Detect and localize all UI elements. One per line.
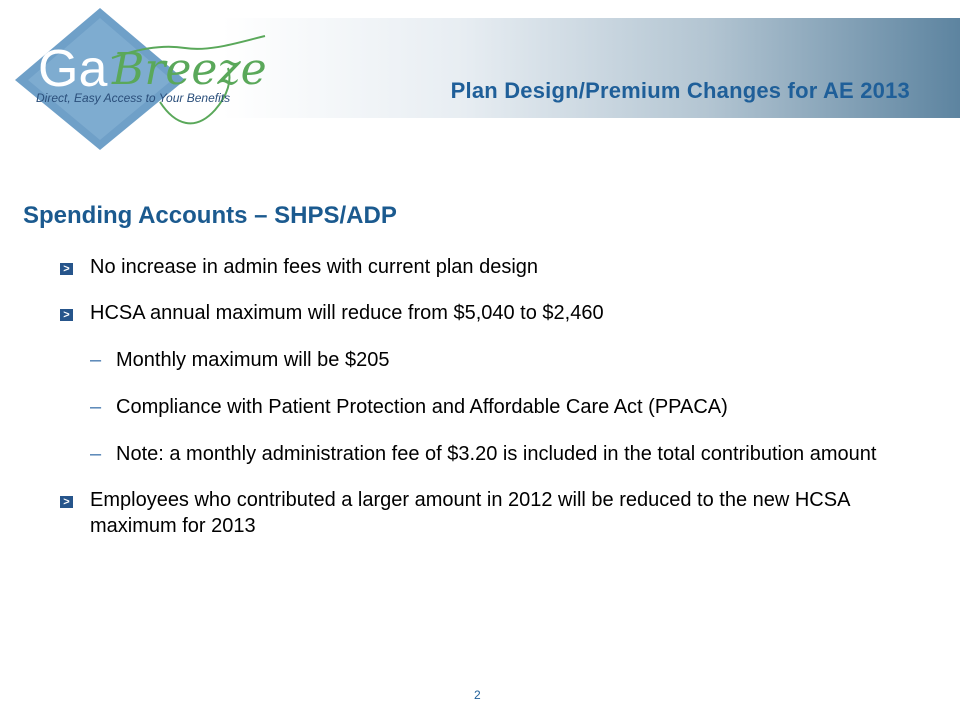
- bullet-list: [60, 254, 940, 539]
- sub-bullet-text: Compliance with Patient Protection and Affordable Care Act (PPACA): [116, 396, 728, 418]
- bullet-item: [60, 254, 940, 280]
- bullet-text: HCSA annual maximum will reduce from $5,040 to $2,460: [90, 302, 604, 324]
- bullet-arrow-icon: >: [60, 309, 73, 321]
- sub-bullet-item: [60, 347, 940, 373]
- bullet-text: No increase in admin fees with current plan design: [90, 256, 539, 278]
- section-heading: Spending Accounts – SHPS/ADP: [23, 202, 397, 229]
- sub-bullet-text: Note: a monthly administration fee of $3.20 is included in the total contribution amount: [116, 443, 877, 465]
- dash-icon: –: [90, 443, 102, 465]
- bullet-arrow-icon: >: [60, 496, 73, 508]
- dash-icon: –: [90, 396, 102, 418]
- logo-tagline: Direct, Easy Access to Your Benefits: [36, 91, 231, 105]
- bullet-arrow-icon: >: [60, 263, 73, 275]
- sub-bullet-item: [60, 441, 936, 467]
- bullet-text: Employees who contributed a larger amount in 2012 will be reduced to the new HCSA maximum for 2013: [90, 489, 850, 537]
- bullet-item: [60, 300, 940, 326]
- page-number: 2: [474, 688, 481, 702]
- slide-title: Plan Design/Premium Changes for AE 2013: [450, 78, 910, 103]
- dash-icon: –: [90, 349, 102, 371]
- sub-bullet-item: [60, 394, 940, 420]
- bullet-item: [60, 487, 940, 539]
- logo-breeze-text: Breeze: [112, 44, 267, 95]
- logo-ga-text: Ga: [38, 40, 108, 98]
- gabreeze-logo: [0, 0, 300, 150]
- sub-bullet-text: Monthly maximum will be $205: [116, 349, 390, 371]
